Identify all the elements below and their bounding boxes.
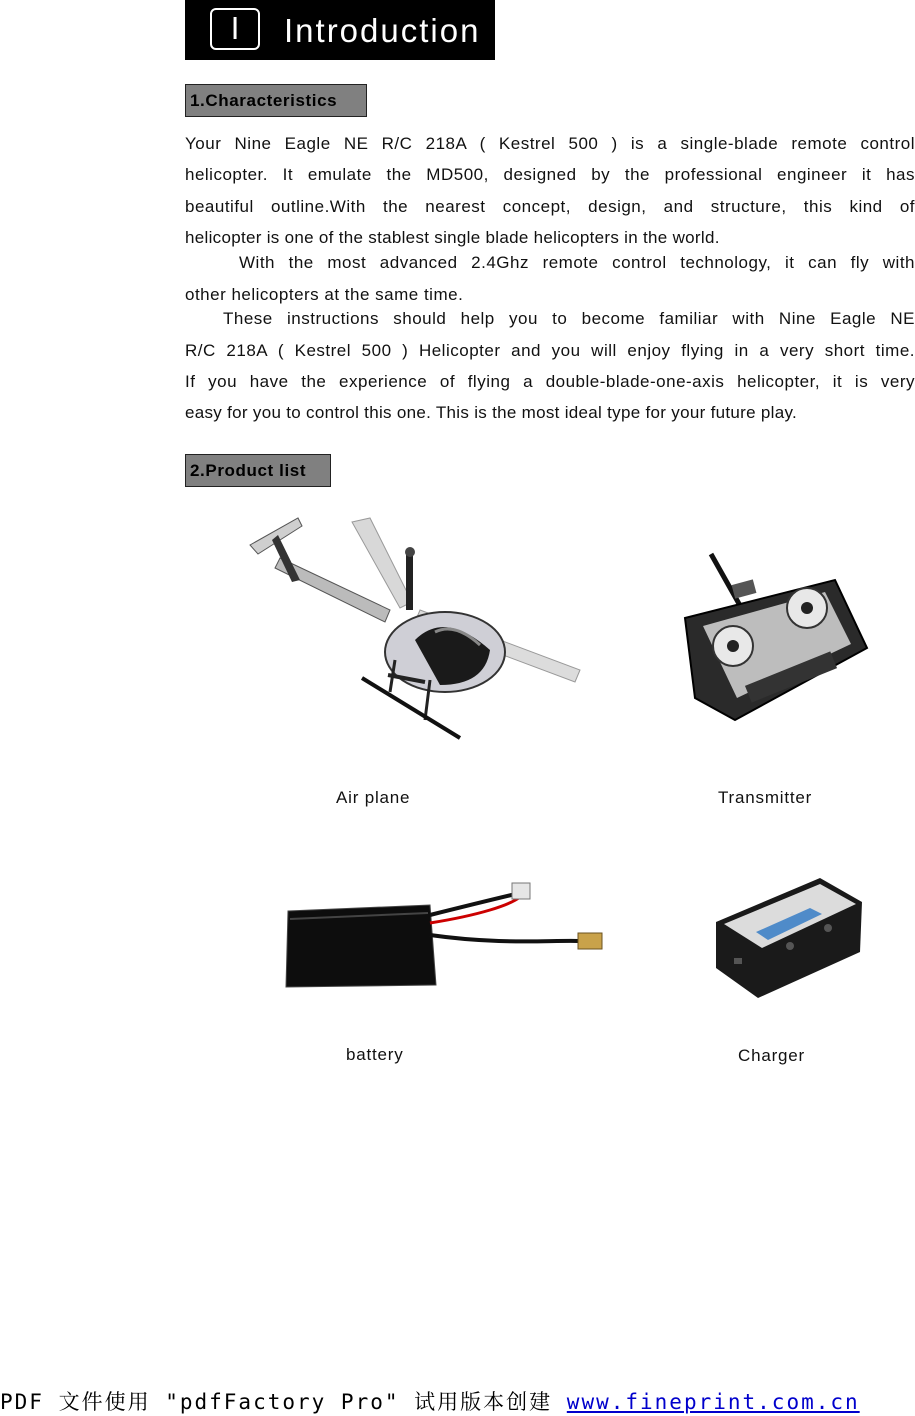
paragraph-line: beautiful outline.With the nearest concept, design, and structure, this kind of (185, 197, 915, 216)
helicopter-icon (240, 510, 590, 745)
section-header-characteristics: 1.Characteristics (185, 84, 367, 117)
paragraph-line: If you have the experience of flying a double-blade-one-axis helicopter, it is very (185, 372, 915, 391)
product-label-charger: Charger (738, 1046, 806, 1065)
section-header-product-list: 2.Product list (185, 454, 331, 487)
paragraph-line: helicopter. It emulate the MD500, designed by the professional engineer it has (185, 165, 915, 184)
footer-text: PDF 文件使用 "pdfFactory Pro" 试用版本创建 (0, 1390, 567, 1414)
paragraph-line: easy for you to control this one. This is the most ideal type for your future play. (185, 403, 798, 422)
chapter-number: Ⅰ (210, 8, 260, 50)
product-label-air-plane: Air plane (336, 788, 411, 807)
footer-link[interactable]: www.fineprint.com.cn (566, 1390, 860, 1414)
product-label-battery: battery (346, 1045, 404, 1064)
transmitter-icon (675, 548, 875, 728)
charger-icon (710, 872, 870, 1004)
paragraph-line: helicopter is one of the stablest single blade helicopters in the world. (185, 228, 720, 247)
product-label-transmitter: Transmitter (718, 788, 813, 807)
footer-watermark (0, 1386, 860, 1416)
paragraph-line: With the most advanced 2.4Ghz remote control technology, it can fly with (239, 253, 915, 272)
paragraph-line: These instructions should help you to become familiar with Nine Eagle NE (223, 309, 915, 328)
battery-icon (280, 875, 610, 995)
paragraph-line: R/C 218A ( Kestrel 500 ) Helicopter and you will enjoy flying in a very short time. (185, 341, 915, 360)
chapter-title: Introduction (284, 12, 481, 49)
paragraph-line: Your Nine Eagle NE R/C 218A ( Kestrel 500 ) is a single-blade remote control (185, 134, 915, 153)
paragraph-line: other helicopters at the same time. (185, 285, 464, 304)
